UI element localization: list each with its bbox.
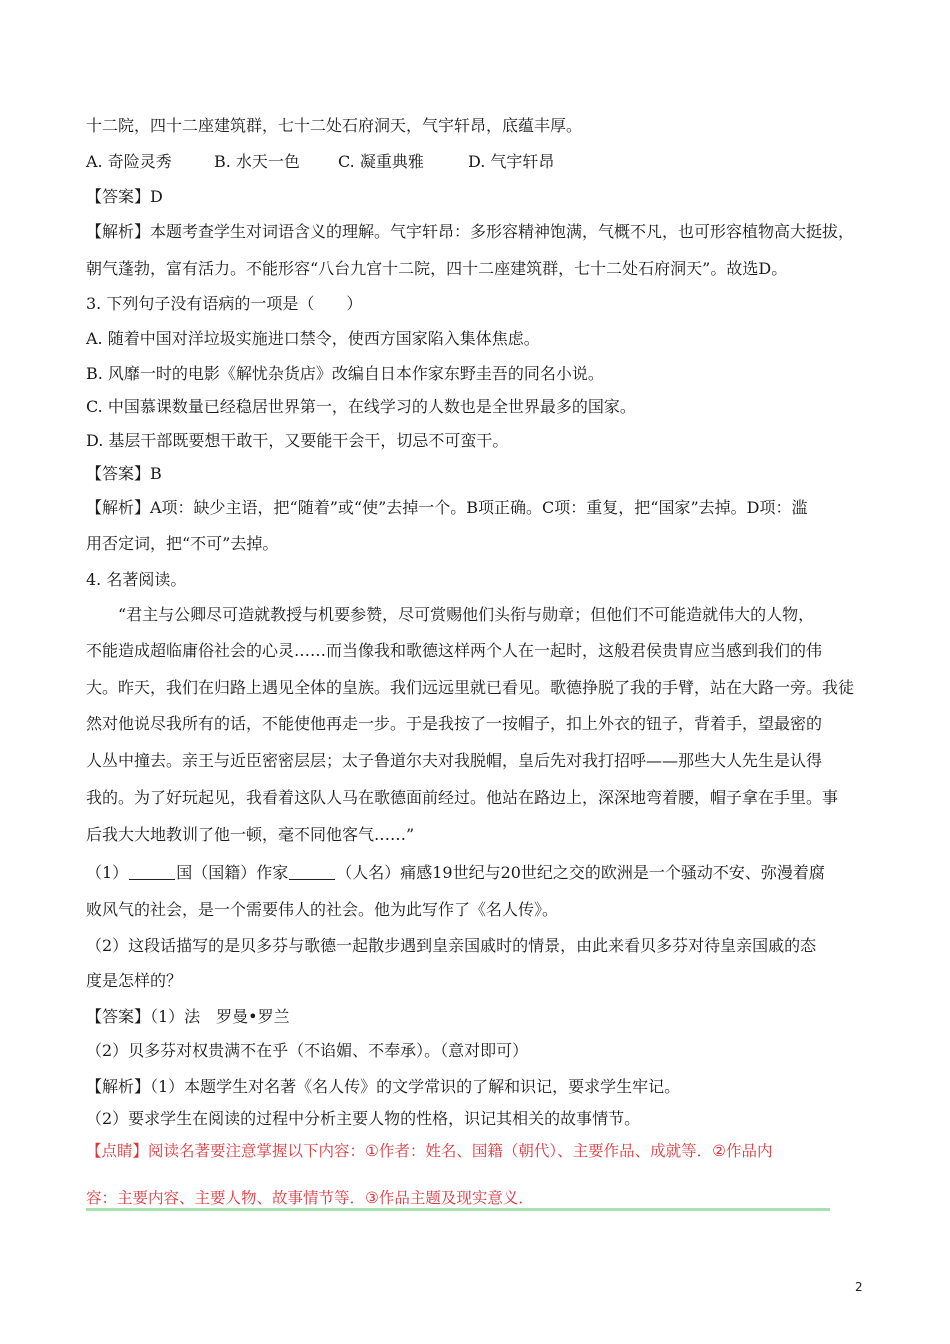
answer-label: 【答案】（1）法 罗曼•罗兰 (86, 1007, 290, 1026)
option-line: D. 基层干部既要想干敢干，又要能干会干，切忌不可蛮干。 (86, 431, 509, 450)
page-number: 2 (855, 1280, 863, 1294)
analysis-line: 【解析】A项：缺少主语，把“随着”或“使”去掉一个。B项正确。C项：重复，把“国家”去掉。D项：滥 (86, 498, 808, 517)
question-line: （2）这段话描写的是贝多芬与歌德一起散步遇到皇亲国戚时的情景，由此来看贝多芬对待皇亲国戚的态 (86, 936, 817, 955)
answer-label: 【答案】B (86, 464, 162, 483)
q2-options (86, 151, 554, 173)
blank-nationality (129, 863, 175, 880)
option-d: D. 气宇轩昂 (468, 152, 555, 171)
option-line: A. 随着中国对洋垃圾实施进口禁令，使西方国家陷入集体焦虑。 (86, 329, 540, 348)
option-c: C. 凝重典雅 (338, 152, 424, 171)
passage-line: 不能造成超临庸俗社会的心灵……而当像我和歌德这样两个人在一起时，这般君侯贵胄应当感到我们的伟 (86, 641, 823, 660)
highlight-tip-line: 容：主要内容、主要人物、故事情节等．③作品主题及现实意义． (86, 1189, 534, 1207)
answer-label: 【答案】D (86, 187, 163, 206)
question-line: 败风气的社会，是一个需要伟人的社会。他为此写作了《名人传》。 (86, 900, 559, 919)
subq-number: （1） (86, 863, 129, 882)
option-line: B. 风靡一时的电影《解忧杂货店》改编自日本作家东野圭吾的同名小说。 (86, 364, 604, 383)
text-line: 十二院，四十二座建筑群，七十二处石府洞天，气宇轩昂，底蕴丰厚。 (86, 116, 583, 135)
passage-line: 我的。为了好玩起见，我看着这队人马在歌德面前经过。他站在路边上，深深地弯着腰，帽子拿在手里。事 (86, 788, 839, 807)
passage-line: “君主与公卿尽可造就教授与机要参赞，尽可赏赐他们头衔与勋章；但他们不可能造就伟大的人物， (118, 605, 815, 624)
option-line: C. 中国慕课数量已经稳居世界第一，在线学习的人数也是全世界最多的国家。 (86, 397, 636, 416)
analysis-line: （2）要求学生在阅读的过程中分析主要人物的性格，识记其相关的故事情节。 (86, 1109, 641, 1128)
option-b: B. 水天一色 (214, 152, 300, 171)
question-line: 度是怎样的？ (86, 971, 183, 990)
passage-line: 后我大大地教训了他一顿，毫不同他客气……” (86, 825, 415, 844)
passage-line: 人丛中撞去。亲王与近臣密密层层；太子鲁道尔夫对我脱帽，皇后先对我打招呼——那些大人先生是认得 (86, 751, 823, 770)
passage-line: 大。昨天，我们在归路上遇见全体的皇族。我们远远里就已看见。歌德挣脱了我的手臂，站在大路一旁。我徒 (86, 678, 855, 697)
subq-text: （人名）痛感19世纪与20世纪之交的欧洲是一个骚动不安、弥漫着腐 (336, 863, 825, 882)
blank-author-name (289, 863, 335, 880)
highlight-tip-line: 【点睛】阅读名著要注意掌握以下内容：①作者：姓名、国籍（朝代）、主要作品、成就等．②作品内 (86, 1142, 773, 1160)
analysis-line: 【解析】（1）本题学生对名著《名人传》的文学常识的了解和识记，要求学生牢记。 (86, 1077, 681, 1096)
green-underline (86, 1208, 830, 1211)
subq-text: 国（国籍）作家 (176, 863, 289, 882)
question-4-title: 4. 名著阅读。 (86, 570, 187, 589)
analysis-line: 朝气蓬勃，富有活力。不能形容“八台九宫十二院，四十二座建筑群，七十二处石府洞天”。故选D。 (86, 259, 788, 278)
passage-line: 然对他说尽我所有的话，不能使他再走一步。于是我按了一按帽子，扣上外衣的钮子，背着手，望最密的 (86, 714, 823, 733)
analysis-line: 【解析】本题考查学生对词语含义的理解。气宇轩昂：多形容精神饱满，气概不凡，也可形容植物高大挺拔， (86, 222, 855, 241)
analysis-line: 用否定词，把“不可”去掉。 (86, 534, 279, 553)
fill-blank-line (86, 862, 825, 884)
question-3-title: 3. 下列句子没有语病的一项是（ ） (86, 294, 363, 313)
answer-line: （2）贝多芬对权贵满不在乎（不谄媚、不奉承）。（意对即可） (86, 1041, 529, 1060)
option-a: A. 奇险灵秀 (86, 152, 172, 171)
